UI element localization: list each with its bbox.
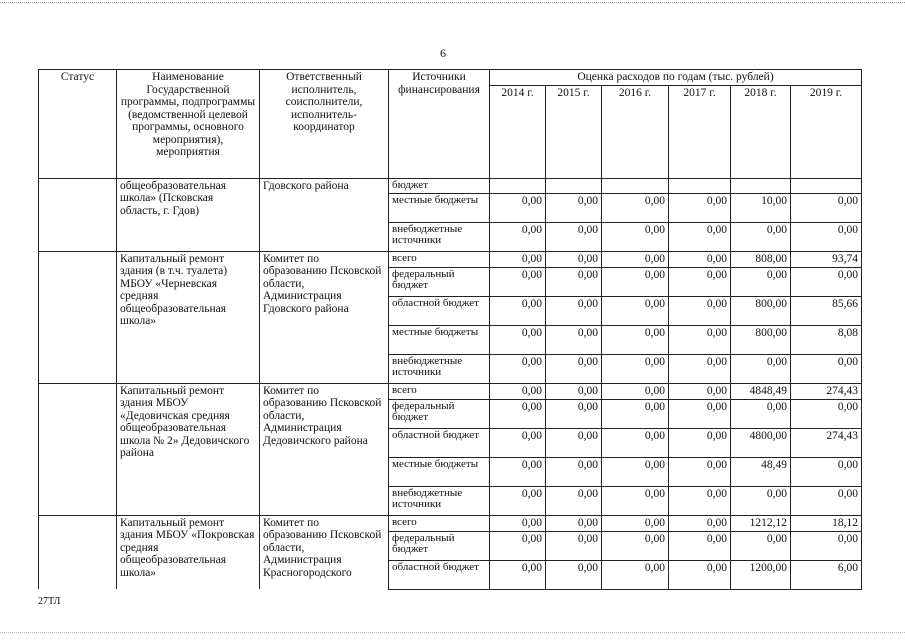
value-cell: 0,00	[669, 193, 731, 222]
value-cell: 0,00	[546, 383, 602, 399]
value-cell: 0,00	[490, 383, 546, 399]
value-cell	[546, 178, 602, 193]
value-cell: 0,00	[546, 428, 602, 457]
value-cell: 0,00	[602, 296, 669, 325]
responsible-cell: Гдовского района	[260, 178, 389, 251]
value-cell: 274,43	[791, 428, 862, 457]
value-cell: 0,00	[490, 457, 546, 486]
value-cell: 0,00	[669, 267, 731, 296]
table-row	[39, 515, 862, 531]
header-year: 2015 г.	[546, 85, 602, 178]
value-cell: 0,00	[490, 515, 546, 531]
funding-source-cell: всего	[389, 383, 490, 399]
value-cell: 1212,12	[731, 515, 791, 531]
value-cell: 0,00	[602, 399, 669, 428]
status-cell	[39, 515, 117, 589]
value-cell	[669, 178, 731, 193]
funding-source-cell: местные бюджеты	[389, 193, 490, 222]
value-cell: 0,00	[546, 193, 602, 222]
value-cell: 0,00	[490, 428, 546, 457]
header-responsible: Ответственный исполнитель, соисполнители, исполнитель-координатор	[260, 70, 389, 179]
value-cell: 0,00	[731, 267, 791, 296]
value-cell: 0,00	[546, 560, 602, 589]
funding-source-cell: местные бюджеты	[389, 325, 490, 354]
header-status: Статус	[39, 70, 117, 179]
value-cell: 0,00	[602, 383, 669, 399]
scan-top-edge	[0, 2, 905, 3]
value-cell: 0,00	[490, 531, 546, 560]
value-cell: 0,00	[602, 515, 669, 531]
value-cell: 0,00	[731, 531, 791, 560]
header-year: 2016 г.	[602, 85, 669, 178]
value-cell: 0,00	[669, 486, 731, 515]
footer-code: 27ТЛ	[38, 596, 61, 607]
measure-name-cell: Капитальный ремонт здания МБОУ «Покровская средняя общеобразовательная школа»	[117, 515, 260, 589]
value-cell: 0,00	[546, 267, 602, 296]
value-cell: 0,00	[602, 354, 669, 383]
funding-source-cell: внебюджетные источники	[389, 486, 490, 515]
value-cell: 0,00	[490, 251, 546, 267]
value-cell: 808,00	[731, 251, 791, 267]
value-cell: 0,00	[731, 222, 791, 251]
value-cell: 8,08	[791, 325, 862, 354]
value-cell: 0,00	[791, 399, 862, 428]
value-cell: 0,00	[602, 325, 669, 354]
value-cell: 4800,00	[731, 428, 791, 457]
value-cell: 0,00	[490, 399, 546, 428]
value-cell: 0,00	[791, 193, 862, 222]
value-cell: 0,00	[546, 354, 602, 383]
value-cell: 0,00	[490, 486, 546, 515]
value-cell: 0,00	[731, 399, 791, 428]
value-cell: 0,00	[546, 399, 602, 428]
value-cell: 0,00	[602, 531, 669, 560]
header-name: Наименование Государственной программы, подпрограммы (ведомственной целевой программы, основного мероприятия), мероприятия	[117, 70, 260, 179]
value-cell: 18,12	[791, 515, 862, 531]
value-cell: 0,00	[731, 486, 791, 515]
value-cell: 0,00	[669, 531, 731, 560]
funding-source-cell: всего	[389, 515, 490, 531]
funding-source-cell: областной бюджет	[389, 560, 490, 589]
funding-source-cell: областной бюджет	[389, 428, 490, 457]
status-cell	[39, 178, 117, 251]
value-cell: 0,00	[490, 560, 546, 589]
funding-source-cell: внебюджетные источники	[389, 222, 490, 251]
header-sources: Источники финансирования	[389, 70, 490, 179]
value-cell: 0,00	[791, 354, 862, 383]
value-cell: 0,00	[669, 222, 731, 251]
value-cell: 0,00	[731, 354, 791, 383]
value-cell: 0,00	[791, 267, 862, 296]
funding-source-cell: областной бюджет	[389, 296, 490, 325]
funding-source-cell: бюджет	[389, 178, 490, 193]
value-cell: 0,00	[546, 457, 602, 486]
value-cell: 0,00	[490, 267, 546, 296]
value-cell: 0,00	[490, 222, 546, 251]
status-cell	[39, 383, 117, 515]
measure-name-cell: общеобразовательная школа» (Псковская область, г. Гдов)	[117, 178, 260, 251]
value-cell: 0,00	[791, 222, 862, 251]
status-cell	[39, 251, 117, 383]
value-cell	[791, 178, 862, 193]
value-cell: 0,00	[490, 325, 546, 354]
value-cell: 0,00	[669, 428, 731, 457]
value-cell: 0,00	[669, 296, 731, 325]
value-cell: 0,00	[669, 399, 731, 428]
value-cell: 1200,00	[731, 560, 791, 589]
header-row	[39, 70, 862, 86]
budget-table	[38, 69, 862, 590]
value-cell: 0,00	[602, 457, 669, 486]
value-cell: 0,00	[791, 486, 862, 515]
value-cell: 0,00	[602, 428, 669, 457]
value-cell: 0,00	[602, 486, 669, 515]
funding-source-cell: всего	[389, 251, 490, 267]
value-cell: 0,00	[546, 515, 602, 531]
value-cell: 0,00	[791, 531, 862, 560]
value-cell: 0,00	[490, 354, 546, 383]
measure-name-cell: Капитальный ремонт здания МБОУ «Дедовичская средняя общеобразовательная школа № 2» Дедовичского района	[117, 383, 260, 515]
value-cell: 6,00	[791, 560, 862, 589]
table-row	[39, 383, 862, 399]
page-number: 6	[440, 46, 446, 60]
value-cell: 10,00	[731, 193, 791, 222]
value-cell: 0,00	[490, 193, 546, 222]
value-cell: 0,00	[602, 560, 669, 589]
funding-source-cell: федеральный бюджет	[389, 267, 490, 296]
value-cell: 0,00	[546, 222, 602, 251]
value-cell: 274,43	[791, 383, 862, 399]
value-cell: 0,00	[546, 251, 602, 267]
measure-name-cell: Капитальный ремонт здания (в т.ч. туалета) МБОУ «Черневская средняя общеобразовательная школа»	[117, 251, 260, 383]
value-cell: 0,00	[669, 325, 731, 354]
header-year: 2014 г.	[490, 85, 546, 178]
value-cell: 0,00	[791, 457, 862, 486]
responsible-cell: Комитет по образованию Псковской области, Администрация Красногородского	[260, 515, 389, 589]
value-cell: 0,00	[669, 383, 731, 399]
scan-bottom-edge	[0, 632, 905, 633]
funding-source-cell: внебюджетные источники	[389, 354, 490, 383]
value-cell: 0,00	[546, 296, 602, 325]
value-cell: 800,00	[731, 296, 791, 325]
value-cell: 0,00	[669, 560, 731, 589]
value-cell: 0,00	[602, 222, 669, 251]
header-year: 2019 г.	[791, 85, 862, 178]
value-cell: 0,00	[602, 251, 669, 267]
funding-source-cell: местные бюджеты	[389, 457, 490, 486]
table-row	[39, 178, 862, 193]
value-cell: 0,00	[546, 486, 602, 515]
responsible-cell: Комитет по образованию Псковской области, Администрация Гдовского района	[260, 251, 389, 383]
value-cell: 85,66	[791, 296, 862, 325]
value-cell	[490, 178, 546, 193]
value-cell: 0,00	[669, 457, 731, 486]
value-cell: 4848,49	[731, 383, 791, 399]
value-cell	[602, 178, 669, 193]
value-cell: 48,49	[731, 457, 791, 486]
value-cell	[731, 178, 791, 193]
value-cell: 0,00	[490, 296, 546, 325]
value-cell: 0,00	[602, 267, 669, 296]
value-cell: 0,00	[546, 325, 602, 354]
value-cell: 0,00	[602, 193, 669, 222]
header-costs: Оценка расходов по годам (тыс. рублей)	[490, 70, 862, 86]
value-cell: 0,00	[669, 515, 731, 531]
responsible-cell: Комитет по образованию Псковской области, Администрация Дедовичского района	[260, 383, 389, 515]
value-cell: 800,00	[731, 325, 791, 354]
funding-source-cell: федеральный бюджет	[389, 531, 490, 560]
table-row	[39, 251, 862, 267]
header-year: 2017 г.	[669, 85, 731, 178]
value-cell: 93,74	[791, 251, 862, 267]
value-cell: 0,00	[669, 354, 731, 383]
header-year: 2018 г.	[731, 85, 791, 178]
funding-source-cell: федеральный бюджет	[389, 399, 490, 428]
value-cell: 0,00	[546, 531, 602, 560]
value-cell: 0,00	[669, 251, 731, 267]
